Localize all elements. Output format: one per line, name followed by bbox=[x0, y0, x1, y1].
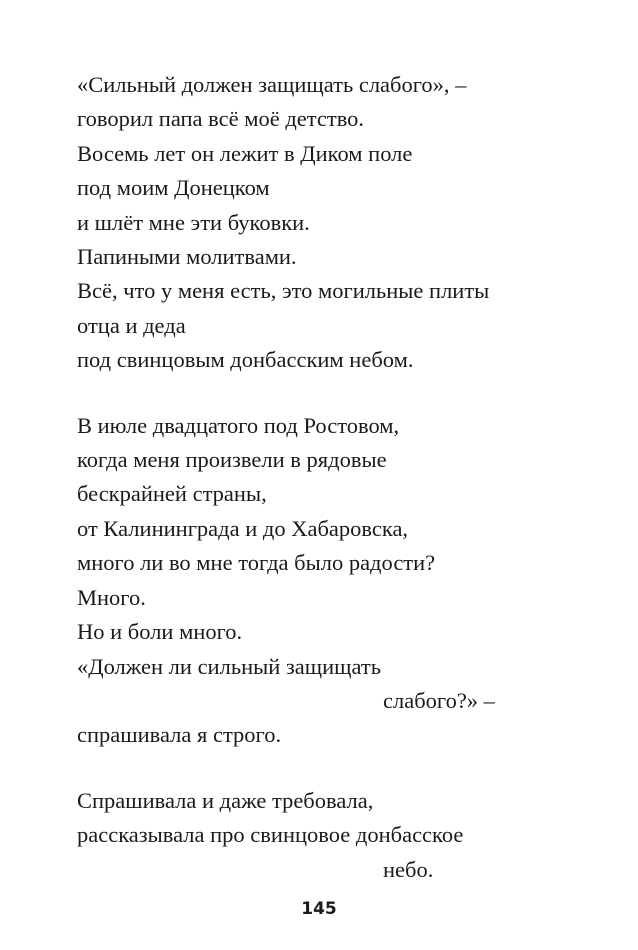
stanza-divider bbox=[77, 753, 617, 784]
poem-line: «Должен ли сильный защищать bbox=[77, 653, 381, 679]
poem-line: Спрашивала и даже требовала, bbox=[77, 787, 374, 813]
poem-line: и шлёт мне эти буковки. bbox=[77, 209, 310, 235]
stanza-1 bbox=[77, 68, 617, 378]
poem-line: под моим Донецком bbox=[77, 175, 270, 201]
stanza-divider bbox=[77, 378, 617, 409]
poem-line: Папиными молитвами. bbox=[77, 244, 297, 270]
poem-line: когда меня произвели в рядовые bbox=[77, 447, 387, 473]
stanza-2 bbox=[77, 409, 617, 753]
poem-line-indented: небо. bbox=[383, 856, 434, 882]
poem-line: Восемь лет он лежит в Диком поле bbox=[77, 140, 413, 166]
poem-line: В июле двадцатого под Ростовом, bbox=[77, 412, 400, 438]
poem-line: рассказывала про свинцовое донбасское bbox=[77, 822, 464, 848]
poem-line: под свинцовым донбасским небом. bbox=[77, 347, 414, 373]
poem-line: от Калининграда и до Хабаровска, bbox=[77, 515, 409, 541]
poem-line: спрашивала я строго. bbox=[77, 722, 282, 748]
page-number: 145 bbox=[301, 899, 337, 919]
poem-text bbox=[77, 68, 617, 887]
poem-line: говорил папа всё моё детство. bbox=[77, 106, 365, 132]
poem-line: отца и деда bbox=[77, 312, 186, 338]
poem-line: Всё, что у меня есть, это могильные плиты bbox=[77, 278, 490, 304]
poem-line: Много. bbox=[77, 584, 146, 610]
poem-line: много ли во мне тогда было радости? bbox=[77, 550, 436, 576]
poem-line-indented: слабого?» – bbox=[383, 687, 495, 713]
stanza-3 bbox=[77, 784, 617, 887]
poem-line: бескрайней страны, bbox=[77, 481, 267, 507]
poem-line: Но и боли много. bbox=[77, 619, 243, 645]
poem-line: «Сильный должен защищать слабого», – bbox=[77, 72, 467, 97]
